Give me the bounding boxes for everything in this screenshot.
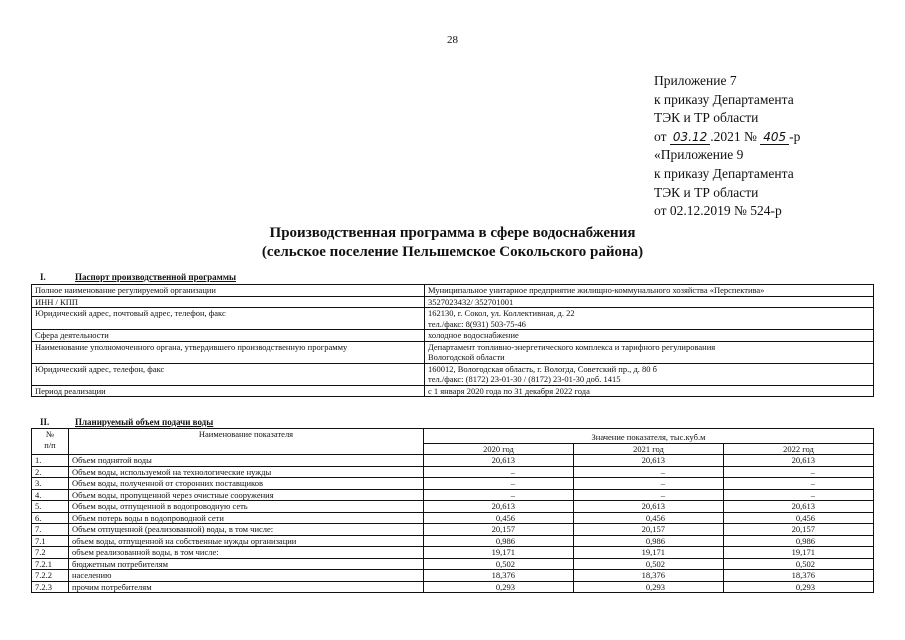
row-value: – [574, 478, 724, 490]
volume-row [32, 512, 874, 524]
row-value: – [574, 466, 724, 478]
row-value: 0,456 [724, 512, 874, 524]
row-name: Объем поднятой воды [69, 455, 424, 467]
section-number: II. [40, 417, 50, 427]
row-number: 7.2.1 [32, 558, 69, 570]
row-name: прочим потребителям [69, 581, 424, 593]
section-heading [40, 272, 236, 282]
volume-row [32, 455, 874, 467]
row-value: 0,502 [574, 558, 724, 570]
row-value: – [574, 489, 724, 501]
order-year: .2021 № [710, 128, 757, 144]
passport-value-line: Муниципальное унитарное предприятие жилищно-коммунального хозяйства «Перспектива» [428, 285, 765, 295]
title-line: Производственная программа в сфере водоснабжения [269, 225, 636, 241]
volume-row [32, 501, 874, 513]
document-title [0, 224, 905, 262]
row-value: 20,157 [724, 524, 874, 536]
row-value: 20,613 [574, 455, 724, 467]
row-value: 18,376 [424, 570, 574, 582]
passport-value-line: Вологодской области [428, 352, 505, 362]
section-title: Паспорт производственной программы [75, 272, 236, 282]
row-number: 4. [32, 489, 69, 501]
row-value: – [424, 466, 574, 478]
row-value: 0,456 [424, 512, 574, 524]
row-value: 20,613 [724, 501, 874, 513]
section-number: I. [40, 272, 46, 282]
row-name: Объем воды, пропущенной через очистные сооружения [69, 489, 424, 501]
row-value: 20,613 [424, 501, 574, 513]
row-value: 20,157 [574, 524, 724, 536]
passport-table [31, 284, 874, 397]
row-value: 0,502 [424, 558, 574, 570]
passport-value [425, 363, 874, 385]
row-value: 0,293 [424, 581, 574, 593]
passport-value-line: тел./факс: (8172) 23-01-30 / (8172) 23-01-30 доб. 1415 [428, 374, 621, 384]
appendix-line: ТЭК и ТР области [654, 110, 759, 126]
volume-row [32, 558, 874, 570]
passport-row [32, 296, 874, 308]
row-value: 18,376 [574, 570, 724, 582]
row-number: 7.1 [32, 535, 69, 547]
passport-value [425, 285, 874, 297]
volume-row [32, 524, 874, 536]
row-name: объем воды, отпущенной на собственные нужды организации [69, 535, 424, 547]
passport-label: ИНН / КПП [32, 296, 425, 308]
row-value: 19,171 [724, 547, 874, 559]
passport-label: Юридический адрес, телефон, факс [32, 363, 425, 385]
row-value: – [424, 489, 574, 501]
page-number: 28 [447, 34, 458, 46]
row-value: 19,171 [424, 547, 574, 559]
order-line [654, 128, 800, 147]
row-name: Объем отпущенной (реализованной) воды, в том числе: [69, 524, 424, 536]
volume-row [32, 581, 874, 593]
header-year: 2021 год [574, 443, 724, 455]
passport-value [425, 341, 874, 363]
passport-row [32, 341, 874, 363]
passport-value-line: тел./факс: 8(931) 503-75-46 [428, 318, 526, 329]
row-value: – [724, 489, 874, 501]
passport-value-line: с 1 января 2020 года по 31 декабря 2022 года [428, 385, 590, 396]
passport-row [32, 308, 874, 330]
passport-value-line: холодное водоснабжение [428, 330, 519, 340]
row-value: 0,293 [724, 581, 874, 593]
row-value: – [424, 478, 574, 490]
row-number: 7. [32, 524, 69, 536]
row-name: объем реализованной воды, в том числе: [69, 547, 424, 559]
passport-value [425, 330, 874, 342]
row-value: 0,986 [724, 535, 874, 547]
section-heading [40, 417, 213, 427]
appendix-line: к приказу Департамента [654, 165, 794, 181]
row-value: – [724, 466, 874, 478]
appendix-line: от 02.12.2019 № 524-р [654, 203, 782, 219]
row-value: – [724, 478, 874, 490]
row-number: 1. [32, 455, 69, 467]
handwritten-date: 03.12 [670, 131, 710, 145]
row-value: 0,293 [574, 581, 724, 593]
order-suffix: -р [789, 128, 801, 144]
order-prefix: от [654, 128, 667, 144]
row-name: Объем потерь воды в водопроводной сети [69, 512, 424, 524]
title-line: (сельское поселение Пельшемское Сокольского района) [261, 244, 644, 260]
passport-value [425, 296, 874, 308]
volume-row [32, 478, 874, 490]
row-value: 20,157 [424, 524, 574, 536]
volumes-table [31, 428, 874, 593]
passport-value [425, 308, 874, 330]
row-number: 5. [32, 501, 69, 513]
passport-value [425, 385, 874, 397]
handwritten-number: 405 [760, 131, 789, 145]
passport-value-line: 162130, г. Сокол, ул. Коллективная, д. 22 [428, 308, 575, 318]
passport-row [32, 330, 874, 342]
appendix-block [654, 72, 800, 221]
row-value: 19,171 [574, 547, 724, 559]
header-year: 2022 год [724, 443, 874, 455]
passport-label: Период реализации [32, 385, 425, 397]
appendix-line: ТЭК и ТР области [654, 184, 759, 200]
row-number: 3. [32, 478, 69, 490]
passport-row [32, 385, 874, 397]
row-value: 20,613 [574, 501, 724, 513]
volume-row [32, 547, 874, 559]
passport-value-line: Департамент топливно-энергетического комплекса и тарифного регулирования [428, 341, 716, 352]
row-name: бюджетным потребителям [69, 558, 424, 570]
passport-label: Полное наименование регулируемой организации [32, 285, 425, 297]
header-value: Значение показателя, тыс.куб.м [424, 429, 874, 444]
header-year: 2020 год [424, 443, 574, 455]
section-title: Планируемый объем подачи воды [75, 417, 214, 427]
appendix-line: «Приложение 9 [654, 147, 744, 163]
row-name: Объем воды, полученной от сторонних поставщиков [69, 478, 424, 490]
passport-value-line: 3527023432/ 352701001 [428, 296, 514, 307]
row-name: Объем воды, отпущенной в водопроводную сеть [69, 501, 424, 513]
passport-label: Юридический адрес, почтовый адрес, телефон, факс [32, 308, 425, 330]
appendix-line: Приложение 7 [654, 73, 737, 88]
row-number: 2. [32, 466, 69, 478]
passport-label: Наименование уполномоченного органа, утвердившего производственную программу [32, 341, 425, 363]
header-name: Наименование показателя [69, 429, 424, 455]
volume-row [32, 535, 874, 547]
row-value: 20,613 [724, 455, 874, 467]
row-value: 0,986 [424, 535, 574, 547]
row-number: 7.2.2 [32, 570, 69, 582]
row-value: 0,502 [724, 558, 874, 570]
row-number: 7.2.3 [32, 581, 69, 593]
row-number: 6. [32, 512, 69, 524]
row-number: 7.2 [32, 547, 69, 559]
volume-row [32, 466, 874, 478]
passport-row [32, 363, 874, 385]
row-value: 20,613 [424, 455, 574, 467]
header-num: № п/п [32, 429, 69, 455]
row-value: 18,376 [724, 570, 874, 582]
appendix-line: к приказу Департамента [654, 91, 794, 107]
row-value: 0,456 [574, 512, 724, 524]
passport-value-line: 160012, Вологодская область, г. Вологда, Советский пр., д. 80 б [428, 363, 658, 374]
passport-row [32, 285, 874, 297]
row-value: 0,986 [574, 535, 724, 547]
volume-row [32, 570, 874, 582]
passport-label: Сфера деятельности [32, 330, 425, 342]
row-name: Объем воды, используемой на технологические нужды [69, 466, 424, 478]
volume-row [32, 489, 874, 501]
row-name: населению [69, 570, 424, 582]
